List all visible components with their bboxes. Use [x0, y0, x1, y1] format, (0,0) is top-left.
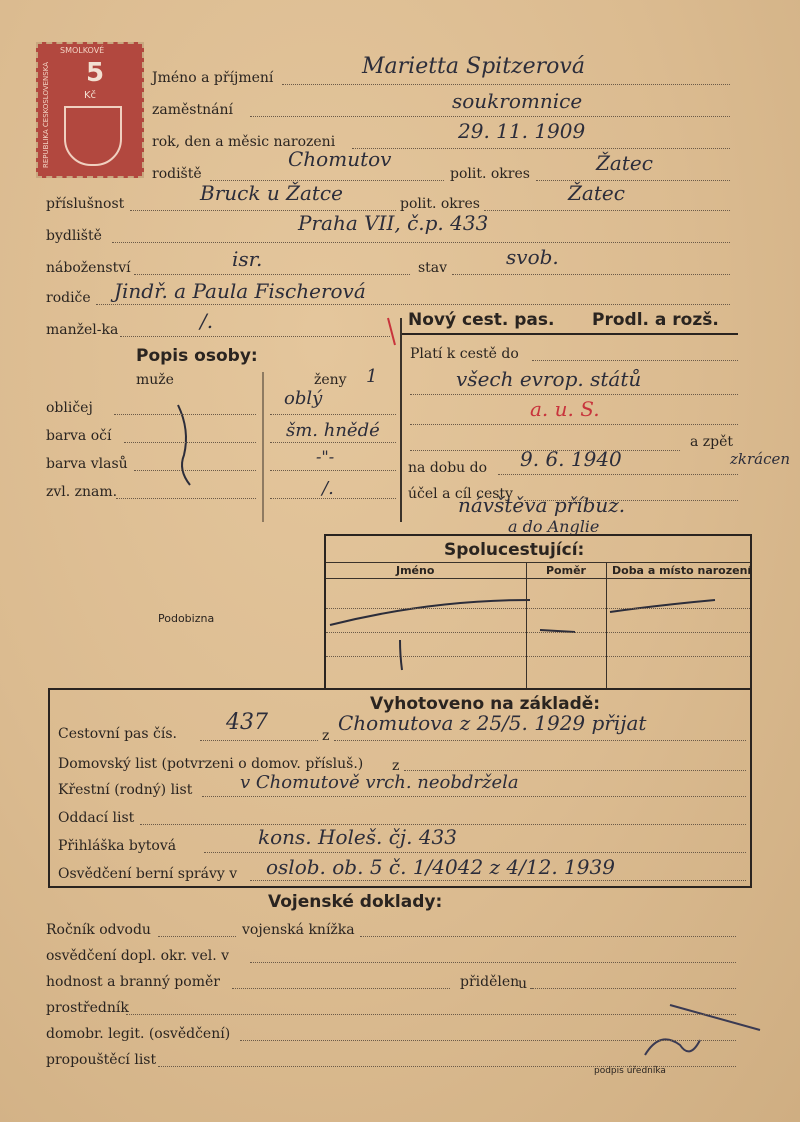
domicile-line [404, 770, 746, 771]
stamp-currency: Kč [84, 90, 97, 101]
status-label: stav [418, 260, 448, 276]
valid-line-2 [410, 394, 738, 395]
domicile-z-label: z [392, 758, 400, 774]
polit-okres-line [536, 180, 730, 181]
revenue-stamp [36, 42, 144, 178]
polit-okres-value: Žatec [596, 151, 653, 175]
valid-value: všech evrop. států [456, 367, 642, 391]
residence-reg-line [204, 852, 746, 853]
release-label: propouštěcí list [46, 1052, 157, 1068]
rank-line [232, 988, 450, 989]
residence-reg-label: Přihláška bytová [58, 838, 177, 854]
period-value: 9. 6. 1940 [520, 447, 622, 471]
stamp-value: 5 [86, 58, 105, 88]
status-line [452, 274, 730, 275]
occupation-value: soukromnice [452, 89, 583, 113]
purpose-value-2: a do Anglie [508, 517, 600, 536]
hair-line-female [270, 470, 396, 471]
face-line-female [270, 414, 396, 415]
face-value: oblý [284, 388, 323, 409]
companions-title: Spolucestující: [444, 540, 585, 560]
legion-label: domobr. legit. (osvědčení) [46, 1026, 231, 1042]
assigned-label: přidělen [460, 974, 520, 990]
signature-label: podpis úředníka [594, 1066, 666, 1076]
name-line [282, 84, 730, 85]
stamp-side-text: REPUBLIKA ČESKOSLOVENSKÁ [42, 62, 50, 168]
military-title: Vojenské doklady: [268, 892, 443, 912]
rank-label: hodnost a branný poměr [46, 974, 220, 990]
birth-line [352, 148, 730, 149]
spouse-line [120, 336, 390, 337]
marks-line-male [116, 498, 256, 499]
parents-value: Jindř. a Paula Fischerová [114, 279, 366, 303]
valid-line-3 [410, 424, 738, 425]
description-title: Popis osoby: [136, 346, 258, 366]
companions-header-line-2 [326, 578, 750, 579]
name-value: Marietta Spitzerová [362, 54, 585, 79]
col-birth-header: Doba a místo narození [612, 564, 752, 577]
tax-line [250, 880, 746, 881]
residence-reg-value: kons. Holeš. čj. 433 [258, 825, 458, 849]
legion-line [240, 1040, 736, 1041]
col-relation-header: Poměr [546, 564, 586, 577]
year-line [158, 936, 236, 937]
companions-row-3 [326, 656, 750, 657]
face-line-male [114, 414, 256, 415]
eyes-line-female [270, 442, 396, 443]
book-label: vojenská knížka [242, 922, 355, 938]
eyes-value: šm. hnědé [286, 420, 380, 441]
stamp-lion-emblem-icon [64, 106, 122, 166]
polit-okres2-label: polit. okres [400, 196, 480, 212]
assigned-u-label: u [518, 976, 528, 992]
religion-line [134, 274, 410, 275]
purpose-label: účel a cíl cesty [408, 486, 513, 502]
residence-label: bydliště [46, 228, 102, 244]
passport-place-value: Chomutova z 25/5. 1929 přijat [338, 711, 647, 735]
face-label: obličej [46, 400, 93, 416]
new-passport-label: Nový cest. pas. [408, 310, 555, 330]
marriage-label: Oddací list [58, 810, 135, 826]
eyes-label: barva očí [46, 428, 112, 444]
polit-okres-label: polit. okres [450, 166, 530, 182]
occupation-line [250, 116, 730, 117]
religion-label: náboženství [46, 260, 131, 276]
marks-value: /. [322, 478, 334, 499]
citizenship-value: Bruck u Žatce [200, 181, 343, 205]
male-label: muže [136, 372, 174, 388]
book-line [360, 936, 736, 937]
companions-col-divider-2 [606, 562, 607, 688]
polit-okres2-value: Žatec [568, 181, 625, 205]
photo-label: Podobizna [158, 612, 215, 625]
col-name-header: Jméno [396, 564, 435, 577]
cert-line [250, 962, 736, 963]
parents-line [96, 304, 730, 305]
birthplace-label: rodiště [152, 166, 202, 182]
occupation-label: zaměstnání [152, 102, 233, 118]
period-line [498, 474, 738, 475]
birth-label: rok, den a měsic narozeni [152, 134, 336, 150]
hair-line-male [134, 470, 256, 471]
residence-line [112, 242, 730, 243]
passport-number-label: Cestovní pas čís. [58, 726, 177, 742]
hair-value: -"- [316, 447, 335, 466]
birth-cert-line [202, 796, 746, 797]
citizenship-label: příslušnost [46, 196, 125, 212]
companions-col-divider-1 [526, 562, 527, 688]
passport-number-line [200, 740, 318, 741]
birth-value: 29. 11. 1909 [458, 119, 586, 143]
eyes-line-male [124, 442, 256, 443]
red-note: a. u. S. [530, 397, 600, 421]
cert-label: osvědčení dopl. okr. vel. v [46, 948, 230, 964]
religion-value: isr. [232, 247, 263, 271]
valid-label: Platí k cestě do [410, 346, 519, 362]
middleman-label: prostředník [46, 1000, 129, 1016]
marks-label: zvl. znam. [46, 484, 118, 500]
year-label: Ročník odvodu [46, 922, 151, 938]
female-mark: 1 [366, 366, 378, 387]
valid-line [532, 360, 738, 361]
companions-row-2 [326, 632, 750, 633]
purpose-value: návštěva příbuz. [458, 493, 626, 517]
birth-cert-label: Křestní (rodný) list [58, 782, 193, 798]
companions-header-line [326, 562, 750, 563]
period-note: zkrácen [730, 450, 791, 468]
name-label: Jméno a příjmení [152, 70, 274, 86]
status-value: svob. [506, 245, 559, 269]
birth-cert-value: v Chomutově vrch. neobdržela [240, 772, 519, 793]
residence-value: Praha VII, č.p. 433 [298, 211, 489, 235]
spouse-value: /. [200, 309, 214, 333]
passport-number-value: 437 [226, 710, 268, 735]
passport-z-label: z [322, 728, 330, 744]
basis-title: Vyhotoveno na základě: [370, 694, 601, 714]
return-label: a zpět [690, 434, 734, 450]
parents-label: rodiče [46, 290, 91, 306]
spouse-label: manžel-ka [46, 322, 119, 338]
birthplace-value: Chomutov [288, 147, 392, 171]
prolong-label: Prodl. a rozš. [592, 310, 719, 330]
stamp-top-text: SMOLKOVÉ [60, 46, 105, 55]
domicile-label: Domovský list (potvrzeni o domov. přísluš.) [58, 756, 364, 772]
hair-label: barva vlasů [46, 456, 128, 472]
middleman-line [126, 1014, 736, 1015]
period-label: na dobu do [408, 460, 488, 476]
female-label: ženy [314, 372, 347, 388]
tax-value: oslob. ob. 5 č. 1/4042 z 4/12. 1939 [266, 855, 615, 879]
tax-label: Osvědčení berní správy v [58, 866, 238, 882]
polit-okres2-line [484, 210, 730, 211]
companions-row-1 [326, 608, 750, 609]
passport-place-line [334, 740, 746, 741]
assigned-u-line [532, 988, 736, 989]
